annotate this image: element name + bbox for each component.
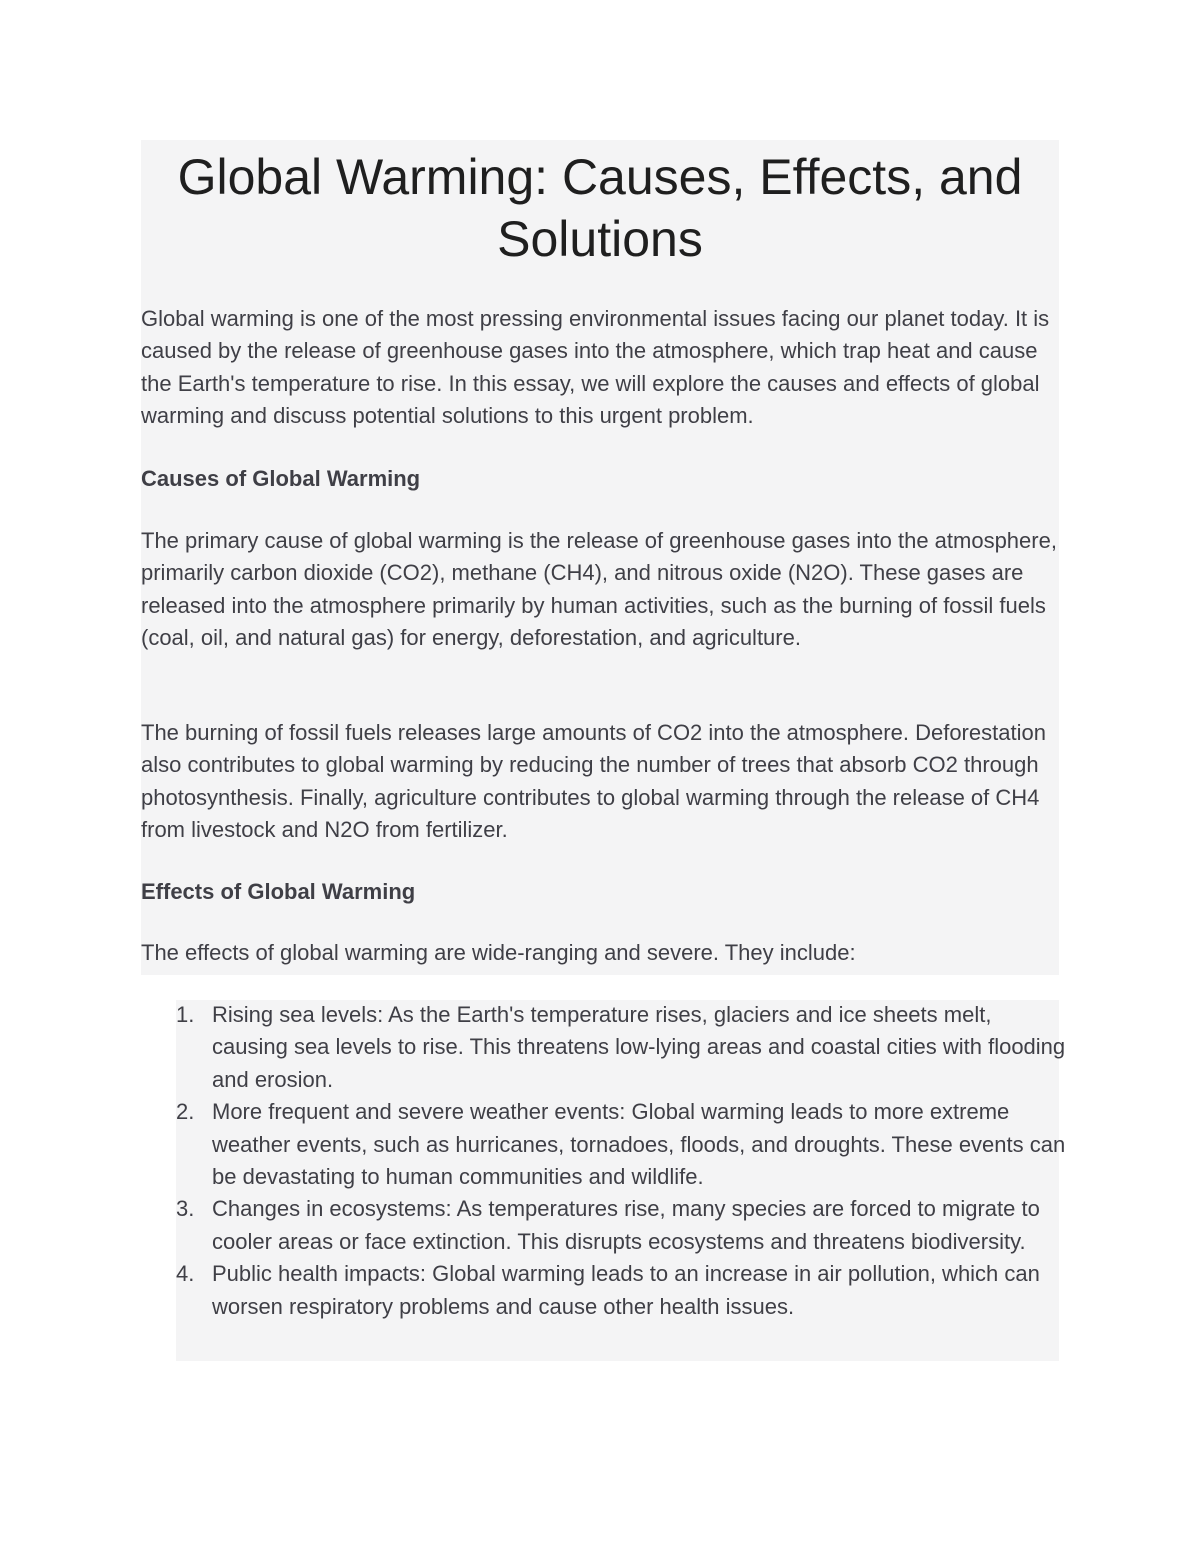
list-item <box>176 1193 1066 1258</box>
document-title: Global Warming: Causes, Effects, and Solutions <box>177 149 1023 267</box>
list-item-number: 1. <box>176 1002 195 1027</box>
list-item <box>176 1258 1066 1323</box>
causes-paragraph-1: The primary cause of global warming is the release of greenhouse gases into the atmosphere, primarily carbon dioxide (CO2), methane (CH4), and nitrous oxide (N2O). These gases are released into the atmosphere primarily by human activities, such as the burning of fossil fuels (coal, oil, and natural gas) for energy, deforestation, and agriculture. <box>141 528 1057 651</box>
list-item-text: Changes in ecosystems: As temperatures rise, many species are forced to migrate to cooler areas or face extinction. This disrupts ecosystems and threatens biodiversity. <box>212 1196 1040 1254</box>
list-item <box>176 999 1066 1096</box>
list-item-number: 4. <box>176 1261 195 1287</box>
list-item-text: More frequent and severe weather events: Global warming leads to more extreme weather events, such as hurricanes, tornadoes, floods, and droughts. These events can be devastating to human communities and wildlife. <box>212 1099 1066 1190</box>
causes-heading: Causes of Global Warming <box>141 466 421 491</box>
list-item-text: Rising sea levels: As the Earth's temperature rises, glaciers and ice sheets melt, causing sea levels to rise. This threatens low-lying areas and coastal cities with flooding and erosion. <box>212 1002 1066 1092</box>
list-item-number: 3. <box>176 1196 195 1222</box>
intro-paragraph: Global warming is one of the most pressing environmental issues facing our planet today. It is caused by the release of greenhouse gases into the atmosphere, which trap heat and cause the Earth's temperature to rise. In this essay, we will explore the causes and effects of global warming and discuss potential solutions to this urgent problem. <box>141 306 1050 429</box>
effects-heading: Effects of Global Warming <box>141 879 416 904</box>
list-item <box>176 1096 1066 1193</box>
causes-paragraph-2: The burning of fossil fuels releases large amounts of CO2 into the atmosphere. Deforestation also contributes to global warming by reducing the number of trees that absorb CO2 through photosynthesis. Finally, agriculture contributes to global warming through the release of CH4 from livestock and N2O from fertilizer. <box>141 720 1046 843</box>
list-item-number: 2. <box>176 1099 195 1125</box>
list-item-text: Public health impacts: Global warming leads to an increase in air pollution, which can worsen respiratory problems and cause other health issues. <box>212 1261 1040 1319</box>
effects-intro: The effects of global warming are wide-ranging and severe. They include: <box>141 940 856 965</box>
effects-list <box>176 999 1066 1323</box>
